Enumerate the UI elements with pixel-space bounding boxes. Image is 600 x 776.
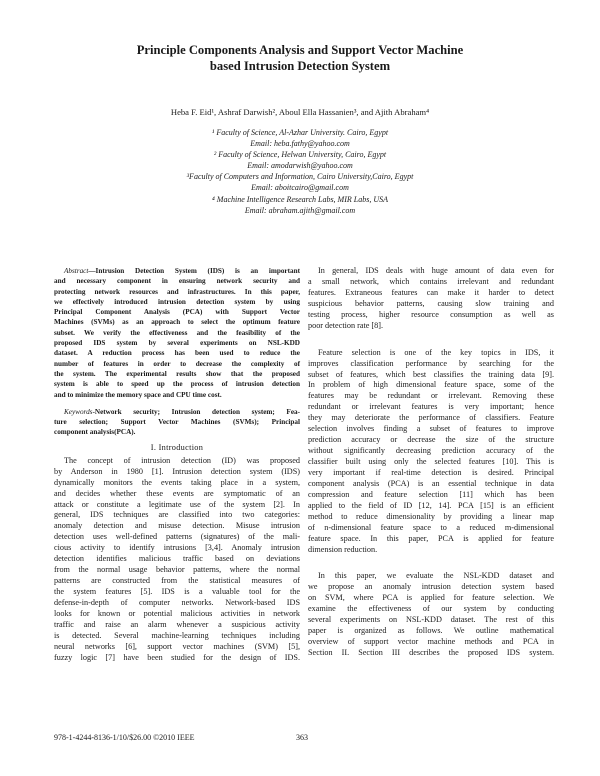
text-line: looks for known or potential malicious activities in network [54,608,300,618]
abstract-line: Principal Component Analysis (PCA) with Support Vector [54,308,300,317]
text-line: is detected. Several machine-learning techniques including [54,630,300,640]
text-line: dimension reduction. [308,544,378,554]
text-line: method to reduce dimensionality by providing a linear map [308,511,554,521]
text-line: Feature selection is one of the key topics in IDS, it [318,347,554,357]
affiliation-email: Email: heba.fathy@yahoo.com [250,139,350,149]
text-line: poor detection rate [8]. [308,320,384,330]
text-line: dynamically monitors the events taking place in a system, [54,477,300,487]
section-heading: I. Introduction [150,442,204,452]
text-line: on SVM, where PCA is applied for feature selection. We [308,593,554,603]
abstract [54,266,300,438]
right-column [308,266,554,659]
abstract-label: Abstract [64,267,89,275]
title-line-2: based Intrusion Detection System [209,59,391,73]
text-line: paper is organized as follows. We outline mathematical [308,626,554,636]
introduction-paragraph [54,456,300,664]
text-line: and decides whether these events are symptomatic of an [54,488,300,498]
abstract-line: dataset. A reduction process has been used to reduce the [54,349,300,358]
text-line: cious activity to identify intrusions [3,4]. Anomaly intrusion [54,543,300,553]
text-line: compression and feature selection [11] which has been [308,489,554,499]
page-number: 363 [296,733,308,742]
text-line: features. Extraneous features can make it harder to detect [308,287,554,297]
abstract-line: Abstract—Intrusion Detection System (IDS) is an important [64,267,300,275]
text-line: general, IDS techniques are classified into two categories: [54,510,300,520]
abstract-line: we effectively introduced intrusion detection system by using [54,297,300,306]
text-line: detection identifies malicious traffic based on deviations [54,554,300,564]
affiliation-line: ³Faculty of Computers and Information, Cairo University,Cairo, Egypt [186,172,414,182]
abstract-line: protecting network resources and infrastructures. In this paper, [54,287,300,296]
keywords-label: Keywords [64,407,93,416]
text-line: prediction accuracy or decrease the size of the structure [308,435,554,445]
text-line: testing process, higher resource consumption as well as [308,309,554,319]
text-line: by Anderson in 1980 [1]. Intrusion detection system (IDS) [54,466,300,476]
text-line: subset of features, which best classifies the training data [9]. [308,369,554,379]
text-line: feature space. In this paper, PCA is applied for feature [308,533,554,543]
keywords-line: component analysis(PCA). [54,428,136,437]
footer-isbn: 978-1-4244-8136-1/10/$26.00 ©2010 IEEE [54,733,195,742]
affiliation-line: ⁴ Machine Intelligence Research Labs, MIR Labs, USA [212,194,388,204]
keywords-line: Keywords-Network security; Intrusion detection system; Fea- [64,407,300,416]
text-line: attack or constitute a legitimate use of the system [2]. In [54,499,300,509]
text-line: selection involves finding a subset of features to improve [308,424,554,434]
abstract-line: proposed IDS system by several experiments on NSL-KDD [54,339,300,348]
text-line: of n-dimensional feature space to a reduced m-dimensional [308,522,554,532]
text-line: neural networks [6], support vector machines (SVM) [5], [54,641,300,651]
text-line: overview of support vector machine methods and PCA in [308,637,554,647]
abstract-line: subset. We verify the effectiveness and the feasibility of the [54,328,300,337]
text-line: traffic and raise an alarm whenever a suspicious activity [54,619,300,629]
text-line: Section II. Section III describes the proposed IDS system. [308,648,554,657]
abstract-line: the system. The experimental results show that the proposed [54,369,300,378]
paper-title [40,42,560,74]
text-line: features may be redundant or irrelevant. Removing these [308,391,554,401]
abstract-line: number of features in order to decrease the complexity of [54,359,300,368]
author-list: Heba F. Eid¹, Ashraf Darwish², Aboul Ella Hassanien³, and Ajith Abraham⁴ [170,107,430,117]
affiliations [60,127,540,216]
text-line: they may deteriorate the performance of classifiers. Feature [308,413,554,423]
text-line: The concept of intrusion detection (ID) was proposed [64,455,300,465]
affiliation-email: Email: aboitcairo@gmail.com [251,183,349,193]
keywords-line: ture selection; Support Vector Machines (SVMs); Principal [54,418,300,427]
affiliation-email: Email: amodarwish@yahoo.com [247,161,353,171]
affiliation-line: ² Faculty of Science, Helwan University, Cairo, Egypt [213,150,387,160]
text-line: examine the effectiveness of our system by conducting [308,604,554,614]
text-line: classifier built using only the selected features [10]. This is [308,457,554,466]
text-line: improves classification performance by searching for the [308,358,554,368]
text-line: redundant or irrelevant features is very important; hence [308,402,554,412]
paragraph [308,571,554,659]
text-line: fuzzy logic [7] have been studied for the design of IDS. [54,652,300,662]
abstract-line: system is able to speed up the process of intrusion detection [54,380,300,389]
text-line: component analysis (PCA) is an essential technique in data [308,478,554,488]
text-line: from the normal usage behavior patterns, where the normal [54,565,300,575]
text-line: patterns are constructed from the statistical measures of [54,576,300,586]
text-line: very important if real-time detection is desired. Principal [308,467,554,477]
paragraph [308,348,554,556]
affiliation-line: ¹ Faculty of Science, Al-Azhar University. Cairo, Egypt [211,128,389,137]
abstract-line: and to minimize the memory space and CPU time cost. [54,390,222,399]
text-line: without significantly decreasing prediction accuracy of the [308,446,554,456]
text-line: a small network, which contains irrelevant and redundant [308,276,554,286]
text-line: defense-in-depth of computer networks. Network-based IDS [54,597,300,607]
text-line: In this paper, we evaluate the NSL-KDD dataset and [318,571,554,581]
text-line: suspicious behavior patterns, causing slow training and [308,298,554,308]
paragraph [308,266,554,332]
text-line: detection uses well-defined patterns (signatures) of the mali- [54,532,300,542]
text-line: applied to the field of ID [12, 14]. PCA [15] is an efficient [308,500,554,510]
text-line: the system features [5]. IDS is a valuable tool for the [54,587,300,596]
text-line: we propose an anomaly intrusion detection system based [308,582,554,592]
left-column [54,266,300,664]
text-line: In problem of high dimensional feature space, some of the [308,380,554,390]
abstract-line: Machines (SVMs) as an approach to select the optimum feature [54,318,300,327]
text-line: anomaly detection and misuse detection. Misuse intrusion [54,521,300,531]
title-line-1: Principle Components Analysis and Support Vector Machine [136,43,464,57]
abstract-line: and necessary component in ensuring network security and [54,277,300,286]
affiliation-email: Email: abraham.ajith@gmail.com [244,205,356,215]
text-line: In general, IDS deals with huge amount of data even for [318,266,554,275]
text-line: several experiments on NSL-KDD dataset. The rest of this [308,615,554,625]
